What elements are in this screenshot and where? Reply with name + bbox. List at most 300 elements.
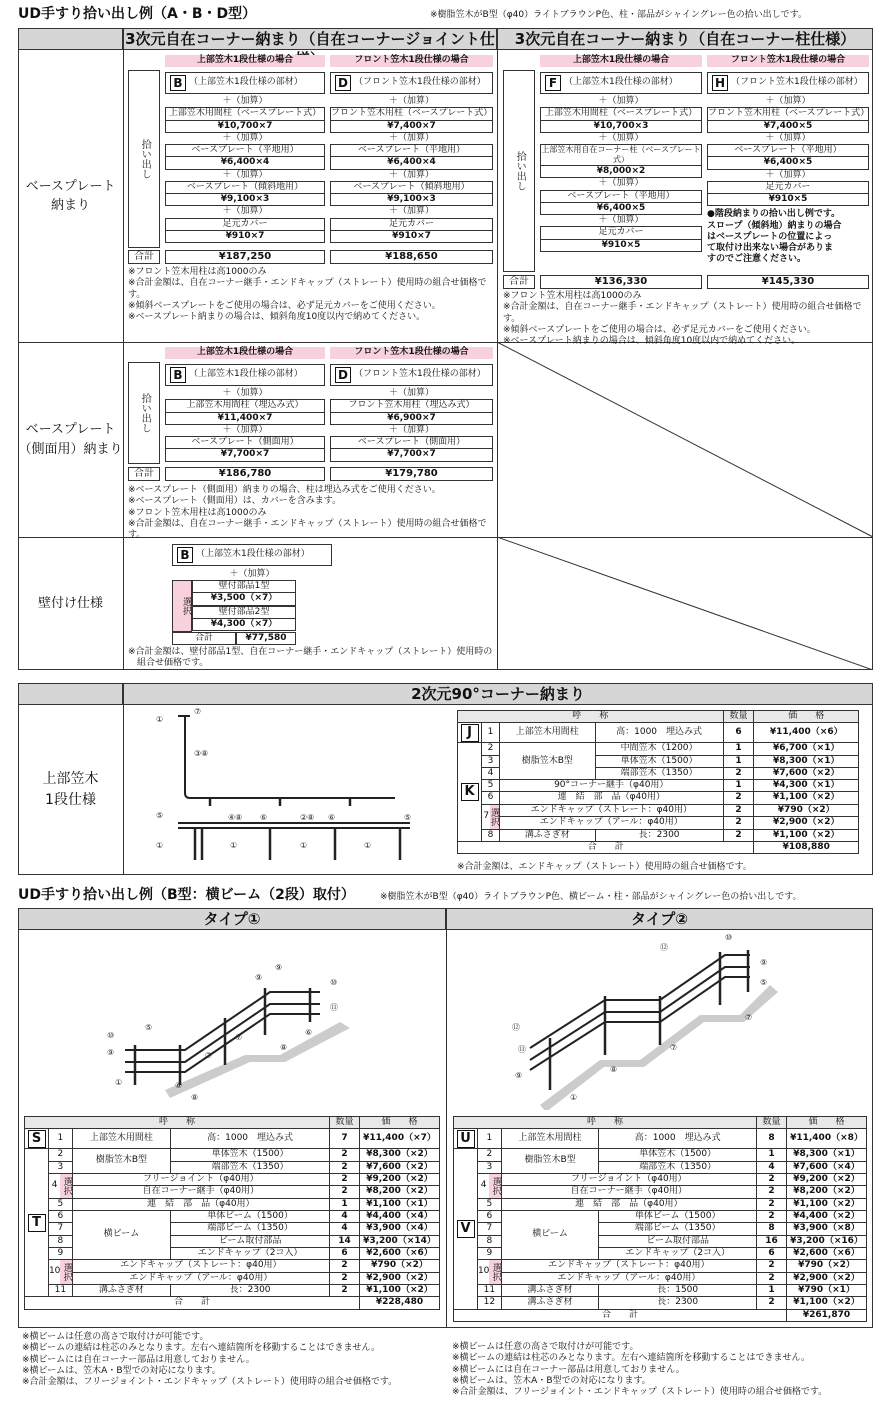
row-price: ¥7,600（×2） — [754, 767, 859, 779]
note: 組合せ価格です。 — [128, 658, 209, 669]
plus: ＋（加算） — [388, 206, 434, 217]
row-qty: 1 — [723, 755, 754, 767]
row-qty: 1 — [723, 780, 754, 792]
svg-text:⑥: ⑥ — [305, 1028, 313, 1037]
part-B-label: （上部笠木1段仕様の部材） — [189, 77, 303, 88]
row-qty: 2 — [330, 1285, 360, 1297]
row-spec: エンドキャップ（2コ入） — [171, 1247, 330, 1259]
total-B-r1: ¥187,250 — [165, 250, 325, 264]
note: ※合計金額は、フリージョイント・エンドキャップ（ストレート）使用時の組合せ価格です。 — [452, 1387, 828, 1397]
row-name: 溝ふさぎ材 — [499, 829, 595, 841]
total-D-r2: ¥179,780 — [330, 467, 493, 481]
row-spec: 端部笠木（1350） — [599, 1161, 757, 1173]
svg-text:⑩: ⑩ — [107, 1031, 115, 1040]
part-H-r1 — [707, 72, 869, 94]
row-qty: 14 — [330, 1235, 360, 1247]
item-name: 壁付部品2型 — [193, 607, 295, 619]
note: ※合計金額は、自在コーナー継手・エンドキャップ（ストレート）使用時の組合せ価格です。 — [128, 278, 487, 300]
row-qty: 8 — [757, 1223, 787, 1235]
row-no: 8 — [482, 829, 500, 841]
item-name: ベースプレート（傾斜地用） — [331, 182, 492, 194]
row-name: 溝ふさぎ材 — [501, 1285, 599, 1297]
item-price: ¥10,700×3 — [593, 120, 649, 131]
svg-text:⑩: ⑩ — [330, 978, 338, 987]
svg-text:⑦: ⑦ — [745, 1013, 753, 1022]
row-qty: 2 — [757, 1198, 787, 1210]
note: ※ベースプレート納まりの場合は、傾斜角度10度以内で納めてください。 — [503, 336, 801, 346]
row-price: ¥8,300（×1） — [754, 755, 859, 767]
col-header: 呼 称 — [458, 711, 724, 723]
item-name: フロント笠木用柱（埋込み式） — [331, 400, 492, 412]
corner-cell — [18, 28, 123, 50]
row-qty: 1 — [757, 1149, 787, 1161]
row-spec: 端部笠木（1350） — [595, 767, 723, 779]
svg-text:①: ① — [156, 841, 164, 850]
note: ※フロント笠木用柱は高1000のみ — [503, 291, 642, 301]
row-no: 7 — [478, 1223, 502, 1235]
section1-title: UD手すり拾い出し例（A・B・D型） — [18, 6, 257, 22]
plus: ＋（加算） — [388, 424, 434, 435]
row-price: ¥7,600（×4） — [787, 1161, 867, 1173]
row-price: ¥8,200（×2） — [787, 1186, 867, 1199]
row-no: 2 — [49, 1149, 73, 1161]
row-qty: 6 — [723, 723, 754, 743]
row-name: 横ビーム — [72, 1211, 170, 1260]
row-no: 9 — [478, 1247, 502, 1259]
note: ※ベースプレート納まりの場合は、傾斜角度10度以内で納めてください。 — [128, 312, 426, 322]
part-F-r1 — [540, 72, 702, 94]
row-qty: 2 — [330, 1186, 360, 1199]
row-no: 6 — [49, 1211, 73, 1223]
row-name: エンドキャップ（アール：φ40用） — [499, 817, 723, 830]
item-price: ¥910×5 — [601, 239, 641, 250]
item-name: 上部笠木用間柱（ベースプレート式） — [541, 108, 701, 120]
row-spec: 単体笠木（1500） — [171, 1149, 330, 1161]
plus: ＋（加算） — [222, 388, 268, 398]
row-spec: 単体ビーム（1500） — [599, 1211, 757, 1223]
row-name: エンドキャップ（アール：φ40用） — [72, 1272, 329, 1285]
row-name: 上部笠木用間柱 — [72, 1129, 170, 1149]
row-qty: 4 — [330, 1211, 360, 1223]
row-no: 6 — [482, 792, 500, 804]
row-qty: 6 — [330, 1247, 360, 1259]
row-qty: 16 — [757, 1235, 787, 1247]
svg-text:④⑧: ④⑧ — [228, 813, 243, 822]
item-price: ¥11,400×7 — [217, 412, 273, 423]
row-name: 溝ふさぎ材 — [501, 1297, 599, 1309]
note: ※フロント笠木用柱は高1000のみ — [128, 267, 267, 277]
row-qty: 2 — [757, 1260, 787, 1273]
step-note: ●階段納まりの拾い出し例です。 スロープ（傾斜地）納まりの場合 はベースプレートの位置によっ て取付け出来ない場合がありま すのでご注意ください。 — [707, 209, 842, 265]
row-price: ¥2,600（×6） — [787, 1247, 867, 1259]
letter-F: F — [545, 75, 561, 91]
row-qty: 6 — [757, 1247, 787, 1259]
row-no: 9 — [49, 1247, 73, 1259]
parts-table-type2 — [453, 1116, 867, 1322]
hdr-front-r1l: フロント笠木1段仕様の場合 — [330, 55, 493, 67]
row-qty: 2 — [330, 1161, 360, 1173]
row-qty: 2 — [330, 1173, 360, 1186]
item-price: ¥6,400×4 — [387, 157, 436, 168]
svg-text:⑨: ⑨ — [515, 1071, 523, 1080]
row-price: ¥8,300（×2） — [360, 1149, 440, 1161]
letter-K: K — [461, 783, 479, 801]
section1-note: ※樹脂笠木がB型（φ40）ライトブラウンP色、柱・部品がシャイングレー色の拾い出しです。 — [430, 10, 807, 20]
total-B-r2: ¥186,780 — [165, 467, 325, 481]
row-no: 3 — [49, 1161, 73, 1173]
row-spec: 端部ビーム（1350） — [599, 1223, 757, 1235]
svg-text:⑥: ⑥ — [328, 813, 336, 822]
col-header: 価 格 — [360, 1117, 440, 1129]
item-price: ¥9,100×3 — [220, 194, 270, 204]
svg-text:⑥: ⑥ — [175, 1081, 183, 1090]
empty-cross-lines — [497, 342, 873, 670]
total-H-r1: ¥145,330 — [707, 275, 869, 289]
row-no: 1 — [49, 1129, 73, 1149]
svg-text:⑧: ⑧ — [280, 1043, 288, 1052]
row-no: 5 — [478, 1198, 502, 1210]
row-price: ¥11,400（×7） — [360, 1129, 440, 1149]
plus: ＋（加算） — [222, 206, 268, 217]
row-qty: 2 — [723, 817, 754, 830]
row-spec: 端部笠木（1350） — [171, 1161, 330, 1173]
part-B-r3 — [172, 544, 332, 566]
total-F-r1: ¥136,330 — [540, 275, 702, 289]
row-price: ¥790（×2） — [360, 1260, 440, 1273]
item-name: ベースプレート（平地用） — [166, 145, 324, 157]
plus: ＋（加算） — [598, 178, 644, 189]
pickup-label-r1r: 拾い出し — [503, 70, 535, 272]
row-price: ¥1,100（×2） — [754, 792, 859, 804]
note: ※合計金額は、自在コーナー継手・エンドキャップ（ストレート）使用時の組合せ価格です。 — [503, 302, 862, 324]
row-qty: 1 — [330, 1198, 360, 1210]
item-price: ¥7,400×5 — [763, 120, 813, 131]
row-qty: 2 — [330, 1149, 360, 1161]
row-name: 上部笠木用間柱 — [499, 723, 595, 743]
item-price: ¥3,500（×7） — [210, 593, 278, 604]
svg-text:⑨: ⑨ — [107, 1048, 115, 1057]
item-price: ¥6,400×5 — [596, 202, 646, 213]
plus: ＋（加算） — [388, 388, 434, 398]
item-price: ¥6,900×7 — [387, 412, 436, 423]
item-name: ベースプレート（平地用） — [331, 145, 492, 157]
item-price: ¥7,700×7 — [387, 449, 436, 460]
total-label: 合 計 — [454, 1309, 787, 1321]
row-price: ¥3,900（×4） — [360, 1223, 440, 1235]
row-price: ¥2,600（×6） — [360, 1247, 440, 1259]
type1-stair-diagram — [105, 940, 365, 1105]
svg-text:⑩: ⑩ — [725, 933, 733, 942]
col-divider — [446, 930, 447, 1328]
svg-text:③⑧: ③⑧ — [194, 749, 209, 758]
row-price: ¥790（×1） — [787, 1285, 867, 1297]
svg-text:⑫: ⑫ — [660, 943, 668, 952]
row-no: 4 — [51, 1180, 58, 1191]
corner-90-diagram — [150, 708, 450, 868]
plus: ＋（加算） — [388, 132, 434, 143]
total-label: 合 計 — [25, 1297, 360, 1309]
col-divider-a — [123, 50, 124, 670]
svg-text:⑤: ⑤ — [156, 811, 164, 820]
row-spec: 高：1000 埋込み式 — [595, 723, 723, 743]
svg-text:①: ① — [300, 841, 308, 850]
total-label: 合計 — [172, 632, 236, 645]
note: ※傾斜ベースプレートをご使用の場合は、必ず足元カバーをご使用ください。 — [503, 324, 816, 335]
total-2d: ¥108,880 — [754, 841, 859, 853]
item-price: ¥910×5 — [768, 194, 808, 204]
note: ※横ビームは、笠木A・B型での対応になります。 — [452, 1375, 651, 1386]
row-qty: 2 — [757, 1186, 787, 1199]
row-no: 4 — [480, 1180, 487, 1191]
row-price: ¥9,200（×2） — [787, 1173, 867, 1186]
item-name: 足元カバー — [541, 227, 701, 239]
svg-text:①: ① — [115, 1078, 123, 1087]
row-spec: 高：1000 埋込み式 — [171, 1129, 330, 1149]
item-name: 上部笠木用自在コーナー柱（ベースプレート式） — [541, 145, 701, 164]
svg-text:⑫: ⑫ — [512, 1023, 520, 1032]
row-qty: 2 — [723, 829, 754, 841]
svg-text:①: ① — [364, 841, 372, 850]
note: ※横ビームには自在コーナー部品は用意しておりません。 — [452, 1364, 685, 1375]
plus: ＋（加算） — [222, 169, 268, 180]
letter-J: J — [461, 724, 479, 742]
row-no: 11 — [49, 1285, 73, 1297]
letter-B: B — [170, 75, 186, 91]
row-qty: 4 — [757, 1161, 787, 1173]
svg-text:⑦: ⑦ — [670, 1043, 678, 1052]
row-name: 自在コーナー継手（φ40用） — [72, 1186, 329, 1199]
row-no: 12 — [478, 1297, 502, 1309]
col-header: 呼 称 — [454, 1117, 757, 1129]
svg-text:⑤: ⑤ — [145, 1023, 153, 1032]
row-no: 5 — [49, 1198, 73, 1210]
section3-note: ※樹脂笠木がB型（φ40）ライトブラウンP色、横ビーム・柱・部品がシャイングレー色の拾い出しです。 — [380, 892, 802, 902]
row-qty: 4 — [330, 1223, 360, 1235]
row-price: ¥1,100（×1） — [360, 1198, 440, 1210]
letter-D: D — [335, 75, 351, 91]
row-name: フリージョイント（φ40用） — [501, 1173, 756, 1186]
row-price: ¥790（×2） — [787, 1260, 867, 1273]
letter-D: D — [335, 367, 351, 383]
note: ※合計金額は、壁付部品1型、自在コーナー継手・エンドキャップ（ストレート）使用時の — [128, 647, 493, 657]
row-no: 2 — [482, 743, 500, 755]
row-qty: 1 — [757, 1285, 787, 1297]
row-no: 10 — [48, 1266, 61, 1277]
svg-text:①: ① — [230, 841, 238, 850]
svg-text:②⑧: ②⑧ — [300, 813, 315, 822]
select-label: 選択 — [172, 580, 192, 632]
row-qty: 2 — [330, 1260, 360, 1273]
select-label: 選択 — [490, 805, 498, 829]
item-name: ベースプレート（平地用） — [708, 145, 868, 157]
note: ※合計金額は、自在コーナー継手・エンドキャップ（ストレート）使用時の組合せ価格です。 — [128, 518, 487, 540]
item-name: フロント笠木用柱（ベースプレート式） — [708, 108, 868, 120]
row-qty: 2 — [330, 1272, 360, 1285]
row-no: 1 — [478, 1129, 502, 1149]
row-price: ¥790（×2） — [754, 804, 859, 817]
letter-S: S — [28, 1130, 46, 1148]
row-price: ¥3,200（×16） — [787, 1235, 867, 1247]
row-price: ¥2,900（×2） — [754, 817, 859, 830]
part-B-r2 — [165, 364, 325, 386]
plus: ＋（加算） — [598, 96, 644, 106]
pickup-label-r1l: 拾い出し — [128, 70, 160, 248]
row-price: ¥1,100（×2） — [787, 1198, 867, 1210]
part-D-r2 — [330, 364, 493, 386]
row-spec: エンドキャップ（2コ入） — [599, 1247, 757, 1259]
row-name: 樹脂笠木B型 — [499, 743, 595, 780]
row-name: 自在コーナー継手（φ40用） — [501, 1186, 756, 1199]
note: ※横ビームの連結は柱芯のみとなります。左右へ連結箇所を移動することはできません。 — [452, 1353, 811, 1364]
pickup-label-r2: 拾い出し — [128, 362, 160, 464]
section2-title: 2次元90°コーナー納まり — [123, 683, 873, 705]
row-name: 横ビーム — [501, 1211, 599, 1260]
item-name: 上部笠木用間柱（ベースプレート式） — [166, 108, 324, 120]
row-qty: 2 — [723, 804, 754, 817]
row-name: エンドキャップ（ストレート：φ40用） — [72, 1260, 329, 1273]
type2-stair-diagram — [510, 930, 790, 1110]
row-spec: 単体笠木（1500） — [599, 1149, 757, 1161]
total-label: 合計 — [503, 275, 535, 289]
plus: ＋（加算） — [222, 424, 268, 435]
hdr-upper-r1l: 上部笠木1段仕様の場合 — [165, 55, 325, 67]
row-spec: 単体笠木（1500） — [595, 755, 723, 767]
plus: ＋（加算） — [222, 96, 268, 106]
row-qty: 8 — [757, 1129, 787, 1149]
part-B-label: （上部笠木1段仕様の部材） — [196, 549, 310, 560]
row-qty: 2 — [723, 792, 754, 804]
note: ※横ビームは任意の高さで取付けが可能です。 — [22, 1332, 209, 1342]
item-price: ¥4,300（×7） — [210, 618, 278, 629]
item-name: 上部笠木用間柱（埋込み式） — [166, 400, 324, 412]
svg-text:⑦: ⑦ — [194, 708, 202, 716]
total-type1: ¥228,480 — [360, 1297, 440, 1309]
row-no: 5 — [482, 780, 500, 792]
item-price: ¥6,400×4 — [220, 157, 270, 168]
row-name: フリージョイント（φ40用） — [72, 1173, 329, 1186]
col-header: 数量 — [757, 1117, 787, 1129]
row-no: 2 — [478, 1149, 502, 1161]
row-price: ¥2,900（×2） — [787, 1272, 867, 1285]
item-name: 足元カバー — [708, 182, 868, 194]
row-price: ¥1,100（×2） — [787, 1297, 867, 1309]
row-qty: 2 — [757, 1211, 787, 1223]
svg-text:⑨: ⑨ — [275, 963, 283, 972]
row-spec: 中間笠木（1200） — [595, 743, 723, 755]
row-price: ¥2,900（×2） — [360, 1272, 440, 1285]
row-no: 4 — [482, 767, 500, 779]
col-header: 数量 — [723, 711, 754, 723]
item-price: ¥8,000×2 — [596, 166, 646, 176]
row-no: 10 — [477, 1266, 490, 1277]
hdr-upper-r2: 上部笠木1段仕様の場合 — [165, 347, 325, 359]
item-name: ベースプレート（平地用） — [541, 191, 701, 203]
row-price: ¥1,100（×2） — [754, 829, 859, 841]
row-name: 連 結 部 品（φ40用） — [72, 1198, 329, 1210]
row-label-wall: 壁付け仕様 — [37, 595, 103, 611]
plus: ＋（加算） — [229, 569, 275, 579]
plus: ＋（加算） — [765, 132, 811, 143]
select-label: 選択 — [60, 1174, 71, 1198]
plus: ＋（加算） — [765, 169, 811, 180]
row-name: 連 結 部 品（φ40用） — [499, 792, 723, 804]
hdr-upper-r1r: 上部笠木1段仕様の場合 — [540, 55, 702, 67]
note: ※横ビームには自在コーナー部品は用意しておりません。 — [22, 1354, 255, 1365]
svg-text:⑤: ⑤ — [760, 978, 768, 987]
plus: ＋（加算） — [222, 132, 268, 143]
item-price: ¥7,700×7 — [220, 449, 270, 460]
svg-text:⑧: ⑧ — [610, 1065, 618, 1074]
svg-text:⑪: ⑪ — [518, 1045, 526, 1054]
total-label: 合計 — [128, 250, 160, 264]
row-name: 溝ふさぎ材 — [72, 1285, 170, 1297]
item-name: 壁付部品1型 — [193, 581, 295, 593]
row-spec: 長：2300 — [599, 1297, 757, 1309]
item-price: ¥6,400×5 — [763, 157, 813, 168]
letter-T: T — [28, 1214, 46, 1232]
item-name: 足元カバー — [166, 219, 324, 231]
row-qty: 1 — [723, 743, 754, 755]
row-label-side: ベースプレート （側面用）納まり — [18, 422, 123, 457]
select-label: 選択 — [489, 1174, 500, 1198]
row-no: 1 — [482, 723, 500, 743]
plus: ＋（加算） — [388, 169, 434, 180]
row-label-upper: 上部笠木 1段仕様 — [42, 771, 99, 808]
note: ※ベースプレート（側面用）納まりの場合、柱は埋込み式をご使用ください。 — [128, 485, 441, 495]
row-no: 6 — [478, 1211, 502, 1223]
col-header: 価 格 — [754, 711, 859, 723]
hdr-front-r1r: フロント笠木1段仕様の場合 — [707, 55, 869, 67]
item-name: フロント笠木用柱（ベースプレート式） — [331, 108, 492, 120]
item-name: ベースプレート（傾斜地用） — [166, 182, 324, 194]
note: ※ベースプレート（側面用）は、カバーを含みます。 — [128, 496, 342, 507]
item-name: ベースプレート（側面用） — [166, 437, 324, 449]
row-no: 7 — [49, 1223, 73, 1235]
svg-text:⑤: ⑤ — [404, 813, 412, 822]
row-name: 上部笠木用間柱 — [501, 1129, 599, 1149]
col2-title: 3次元自在コーナー納まり（自在コーナー柱仕様） — [497, 28, 873, 50]
letter-V: V — [457, 1220, 475, 1238]
svg-text:⑧: ⑧ — [191, 1093, 199, 1102]
part-B-r1 — [165, 72, 325, 94]
note: ※フロント笠木用柱は高1000のみ — [128, 507, 267, 518]
row-spec: 高：1000 埋込み式 — [599, 1129, 757, 1149]
row-name: 樹脂笠木B型 — [501, 1149, 599, 1174]
letter-B: B — [170, 367, 186, 383]
row-no: 3 — [478, 1161, 502, 1173]
row-spec: ビーム取付部品 — [599, 1235, 757, 1247]
select-label: 選択 — [60, 1260, 71, 1284]
row-price: ¥11,400（×8） — [787, 1129, 867, 1149]
item-price: ¥910×7 — [392, 230, 431, 241]
svg-text:①: ① — [156, 715, 164, 724]
row-qty: 2 — [723, 767, 754, 779]
svg-text:⑨: ⑨ — [760, 958, 768, 967]
parts-table-2d — [457, 710, 859, 854]
part-F-label: （上部笠木1段仕様の部材） — [564, 77, 678, 88]
row-label-baseplate: ベースプレート 納まり — [25, 178, 116, 213]
hdr-front-r2: フロント笠木1段仕様の場合 — [330, 347, 493, 359]
item-price: ¥10,700×7 — [217, 120, 273, 131]
row-price: ¥8,200（×2） — [360, 1186, 440, 1199]
total-label: 合 計 — [458, 841, 754, 853]
total-r3: ¥77,580 — [236, 632, 296, 645]
part-H-label: （フロント笠木1段仕様の部材） — [731, 77, 863, 88]
part-B-label: （上部笠木1段仕様の部材） — [189, 369, 303, 380]
row-qty: 2 — [757, 1173, 787, 1186]
note: ※横ビームは任意の高さで取付けが可能です。 — [452, 1342, 639, 1352]
col-header: 呼 称 — [25, 1117, 330, 1129]
